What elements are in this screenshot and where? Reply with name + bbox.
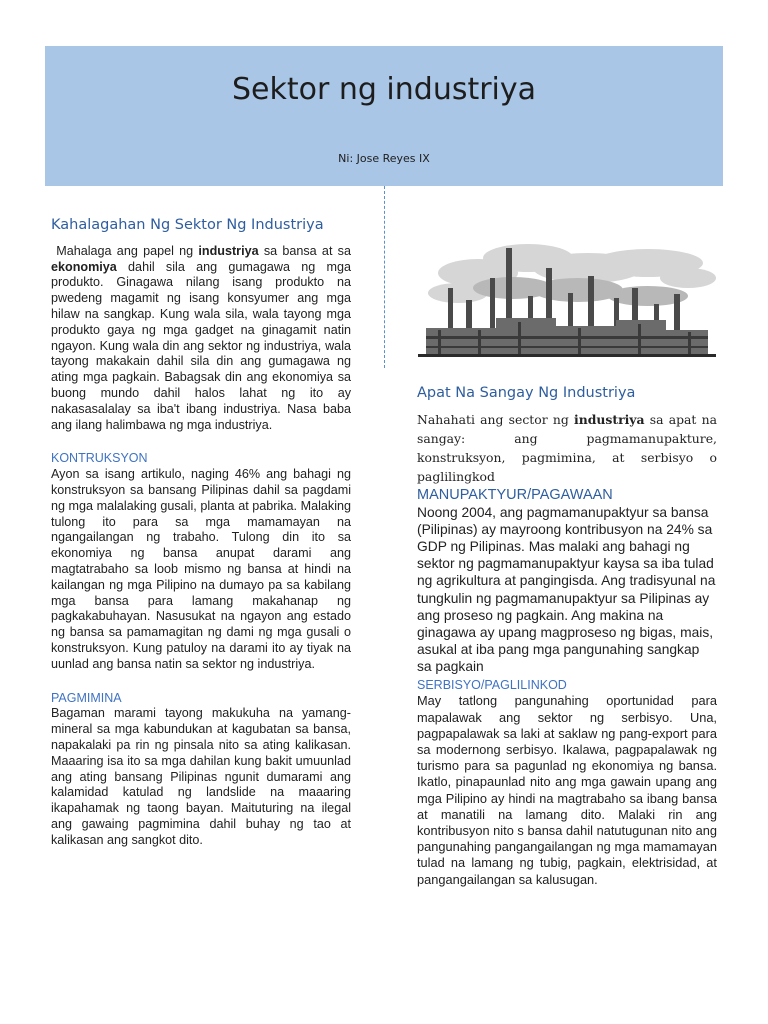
intro-bold-1: industriya [198, 243, 259, 258]
header-content [45, 46, 723, 186]
heading-kontruksyon: KONTRUKSYON [51, 451, 148, 466]
page-title: Sektor ng industriya [231, 72, 537, 107]
sangay-intro [417, 410, 717, 486]
heading-manupaktyur: MANUPAKTYUR/PAGAWAAN [417, 486, 613, 503]
heading-serbisyo: SERBISYO/PAGLILINKOD [417, 677, 567, 692]
column-divider [384, 186, 385, 368]
intro-text-1: Mahalaga ang papel ng [56, 243, 199, 258]
intro-bold-2: ekonomiya [51, 259, 117, 274]
section-title-kahalagahan: Kahalagahan Ng Sektor Ng Industriya [51, 217, 324, 233]
paragraph-manupaktyur: Noong 2004, ang pagmamanupaktyur sa bansa (Pilipinas) ay mayroong kontribusyon na 24% sa GDP ng Pilipinas. Mas malaki ang bahagi ng sektor ng pagmamanupaktyur kaysa sa iba tulad ng agrikultura at pangingisda. Ang tradisyunal na tungkulin ng pagmamanupaktyur sa Pilipinas ay ang proseso ng pagkain. Ang makina na ginagawa ay upang magproseso ng bigas, mais, asukal at iba pang mga pangunahing sangkap sa pagkain [417, 504, 716, 675]
author-line: Ni: Jose Reyes IX [338, 152, 430, 165]
sangay-bold: industriya [573, 411, 645, 427]
intro-paragraph [51, 244, 351, 434]
left-column [51, 218, 351, 848]
paragraph-pagmimina: Bagaman marami tayong makukuha na yamang-mineral sa mga kabundukan at kagubatan sa bansa, napakalaki pa rin ng pinsala nito sa ating kalikasan. Maaaring isa ito sa mga dahilan kung bakit umuunlad ang ating bansang Pilipinas ngunit dumarami ang kalamidad katulad ng landslide na maaaring ikapahamak ng taong bayan. Maituturing na ilegal ang gawaing pagmimina dahil buhay ng tao at kalikasan ang sangkot dito. [51, 706, 351, 847]
heading-pagmimina: PAGMIMINA [51, 690, 122, 705]
right-column [417, 386, 717, 888]
sangay-text-1: Nahahati ang sector ng [417, 411, 574, 427]
intro-text-3: dahil sila ang gumagawa ng mga produkto. Ginagawa nilang isang produkto na pwedeng magamit ng isang konsyumer ang mga hilaw na sangkap. Kung wala sila, wala tayong mga produkto gaya ng mga gadget na ginagamit natin ngayon. Kung wala din ang sektor ng industriya, wala tayong makakain dahil sila din ang gumagawa ng ating mga pagkain. Babagsak din ang ekonomiya sa buong mundo dahil halos lahat ng ito ay nakasasalalay sa iba't ibang industriya. Nasa baba ang ilang halimbawa ng mga industriya. [51, 259, 351, 432]
sangay-text-2: sa apat na sangay: ang pagmamanupakture, konstruksyon, pagmimina, at serbisyo o paglilingkod [417, 411, 717, 484]
factory-illustration-icon [418, 218, 716, 358]
section-title-sangay: Apat Na Sangay Ng Industriya [417, 385, 636, 401]
intro-text-2: sa bansa at sa [258, 243, 351, 258]
paragraph-kontruksyon: Ayon sa isang artikulo, naging 46% ang bahagi ng konstruksyon sa bansang Pilipinas dahil sa pagdami ng mga malalaking gusali, planta at pabrika. Malaking tulong ito para sa mga mamamayan na ngangailangan ng trabaho. Tulong din ito sa ekonomiya ng bansa anupat darami ang magtatrabaho sa loob mismo ng bansa at hindi na kailangan ng mga Pilipino na dumayo pa sa kabilang mga bansa para lamang makahanap ng pagkakabuhayan. Nasusukat na ngayon ang estado ng bansa sa pamamagitan ng dami ng mga gusali o konstruksyon. Kung patuloy na darami ito ay tiyak na uunlad ang bansa natin sa sektor ng industriya. [51, 467, 351, 671]
paragraph-serbisyo: May tatlong pangunahing oportunidad para mapalawak ang sektor ng serbisyo. Una, pagpapalawak sa laki at saklaw ng pang-export para sa modernong serbisyo. Ikalawa, pagpapalawak ng turismo para sa pagunlad ng ekonomiya ng bansa. Ikatlo, pinapaunlad nito ang mga gawain upang ang mga Pilipino ay hindi na magtrabaho sa ibang bansa at manatili na lamang dito. Malaki rin ang kontribusyon nito s bansa dahil natutugunan nito ang pangunahing pangangailangan ng mga mamamayan tulad na lamang ng tubig, pagkain, elektrisidad, at pangangailangan sa kalusugan. [417, 693, 717, 887]
